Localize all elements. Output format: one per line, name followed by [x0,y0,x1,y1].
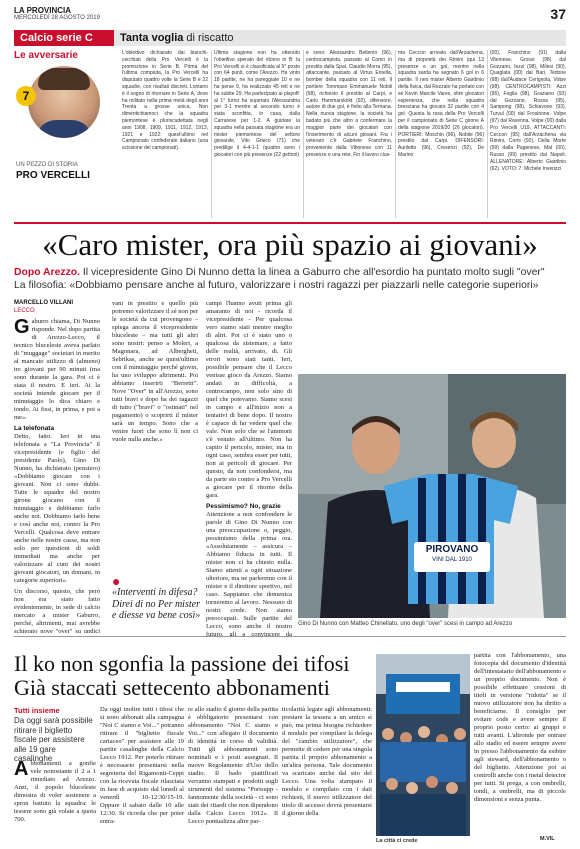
crowd-illustration [376,654,470,836]
second-headline-line-2: Già staccati settecento abbonamenti [14,675,330,700]
coach-portrait [28,66,100,138]
adversary-article [122,50,566,218]
issue-date: MERCOLEDÌ 28 AGOSTO 2019 [14,15,100,21]
pull-quote [112,575,202,655]
body-text: Detto, fatto. Ieri in una telefonata a "La Provincia" il vicepresidente (e figlio del presidente Paolo), Gino Di Nunno, ha dichiarato (pensiero) «Dobbiamo giocare con i giovani. Non ci sono dubbi. Tutte le squadre del nostro girone giocano con il minutaggio e dobbiamo farlo anche noi. Dobbiamo farlo bene e così anche noi, contro la Pro Vercelli. Qualcosa deve entrare anche nelle nostre casse, ma non solo per questioni di soldi immediati ma anche per valorizzare al cuni dei nostri giovani giocatori, un domani, in categorie superiori». [14,433,100,584]
body-text: bbonamenti a gonfie vele nonostante il 2 a 1 rimediato ad Arezzo. Anzi, il popolo bluceleste dimostra di voler sostenere a spron battuto la squadra: le tessere sono già volate a quota 700. [14,760,96,823]
body-column-2 [112,300,198,570]
dropcap: G [14,318,30,338]
section-topic-rest: di riscatto [183,32,234,44]
deck-line-2: La filosofia: «Dobbiamo pensare anche al futuro, valorizzare i nostri ragazzi per piazzarli nelle categorie superiori» [14,280,539,291]
author-sign: M.VIL [540,836,555,842]
crowd-photo [376,654,470,836]
section-label: Calcio serie C [14,30,114,46]
deck-text-1: Il vicepresidente Gino Di Nunno detta la linea a Gaburro che all'esordio ha puntato molto sugli "over" [80,267,545,278]
photo-caption: Gino Di Nunno con Matteo Chinellato, uno degli "over" scesi in campo ad Arezzo [298,621,513,627]
deck-line-1 [14,266,566,279]
page-number: 37 [550,6,566,22]
second-headline [14,652,374,700]
jersey-sponsor: PIROVANO [425,544,479,555]
newspaper-name: LA PROVINCIA [14,6,72,15]
portrait-hair [38,68,90,90]
adversary-box [14,50,118,210]
body-text: Da oggi inoltre tutti i tifosi che si sono abbonati alla campagna "Noi C siamo e Voi..." potranno ritirare il "biglietto fiscale cartaceo" per assistere alle 19 partite casalinghe della Calcio Lecco 1912. Per poterlo ritirare è necessario presentarsi nella segreteria del Rigamonti-Ceppi con la ricevuta fiscale rilasciata in fase di acquisto dal lunedì al venerdì 10-12:30/15-19. Oppure il sabato dalle 10 alle 12:30. Si ricorda che per poter entra- [100,706,184,825]
body-text: ticolarità legate agli abbonamenti: prestare la tessera a un amico sì può, ma prima bisogna richiedere il modulo per compilare la delega del "cambio utilizzatore", che permette di cedere per una singola partita il proprio abbonamento a un'altra persona. Tale documento va scaricato anche dal sito del Lecco. Una volta stampato il modulo e compilato con i dati richiesti, il nuovo utilizzatore del titolo di accesso dovrà presentarsi il giorno della [282,706,372,817]
body-text: re allo stadio il giorno della partita è obbligatorio presentarsi con abbonamento "Noi C siamo e Voi..." con allegato il documento di identità in corso di validità. Tutti gli abbonamenti sono nominali e i posti assegnati. Il nuovo Regolamento d'Uso dello stadio. Il bado piattificati verranno stampati e prodotti sugli strumenti del sistema "Portsupp - fannomente della società - ci sono stati dei ritardi che non dipendono dalla Calcio Lecco 1912». Il Lecco puntualizza altre par- [188,706,278,825]
deck-kicker: Dopo Arezzo. [14,267,80,278]
second-column-2 [100,706,184,844]
masthead [14,6,566,28]
dropcap: A [14,760,29,780]
column-rule [487,50,488,218]
byline-author: MARCELLO VILLANI [14,300,73,306]
adversary-subtitle: UN PEZZO DI STORIA [16,162,78,168]
jersey-tagline: VINI DAL 1910 [432,557,472,563]
pull-quote-text: «Interventi in difesa? Direi di no Per mister e diesse va bene così» [112,587,201,621]
red-divider [14,222,566,224]
second-column-4 [282,706,372,844]
second-kicker: Tutti insieme [14,706,60,715]
adversary-column-3: e sono: Alessandro Bellemo (96), centrocampista, passato al Como in prestito dalla Spal. Claudio Morra (95), attaccante, passato al Virtus Entella, bomber della squadra con 11 reti. Il portiere Tommaso Emmanuele Nobili (98), richiesto il prestito al Carpi, e Carlo Hammarsköld (92), difensore, autore di due gol, è finito alla Ternana. Nella nuova stagione, la società ha badato più che altro a confermare la maggior parte dei giocatori con l'inserimento di alcuni giovani. Fra i veterani c'è Gabriele Franchino, proveniente dalla Vibonese con 11 presenze e una rete. Fin il lavoro cius- [306,50,392,158]
section-topic [120,30,234,46]
crowd-caption: La città ci crede [376,838,418,844]
column-rule [395,50,396,218]
body-text: campi l'hanno avuti prima gli amaranto di noi - ricorda il vicepresidente - Per qualcosa vero siamo stati mentre meglio di altri. Poi ci è stato uno o qualcosa da sistemare, a fatto delle realtà, arrivato, di. Gli errori sono stati tanti. Ieri, possibile pensare che il Lecco venisse gioco da Arezzo. Siamo andati in difficoltà, a centrocampo, non solo sino di quel che potevamo. Siamo scesi in campo e all'inizio non a tentativi di bene dopo. Il nostro è capace di far vedere quel che vale. Non solo che se l'ammoni s'è venuto all'ultimo. Non ha capito il pericolo, mister, ma in ogni caso, sembra esser per tutti, non ai pericoli di giocare. Per questo, da non confondersi, ma da parte sto contro a Pro Vercelli a giocare per il ritorno della gara. [206,300,292,499]
byline-place: LECCO [14,308,35,314]
subhead: La telefonata [14,425,55,432]
body-text: vani in prestito e quello più potremo valorizzare il sé non per le società da cui provengono – spiega ancora il vicepresidente bluceleste – ma tutti gli altri sono nostri: penso a Moleri, a Magonara, ad Albergheti, Sebrikas, anche se quest'ultimo con il minutaggio perché giovin, ha uno sviluppo altrimenti. Poi abbiamo inserirti "Berretti". Nove "Over" in all'Arezzo, sono tutti bravi e dopo ha dei ragazzi di tutto ("bravi" o "ostinati" nel pagamento) o scoprirti il mister sarà un tempo. Sono che a venire fuori che sono lì non ci vuole nulla anche.» [112,300,198,443]
main-headline: «Caro mister, ora più spazio ai giovani» [42,227,538,262]
section-topic-bold: Tanta voglia [120,32,184,44]
adversary-title: Le avversarie [14,50,78,61]
second-deck: Da oggi sarà possibile ritirare il biglietto fiscale per assistere alle 19 gare casalinghe [14,716,93,763]
second-column-3 [188,706,278,844]
column-rule [303,50,304,218]
subhead: Pessimismo? No, grazie [206,503,281,510]
adversary-column-1: L'obiettivo dichiarato dai bianchi-cerchiati della Pro Vercelli è la promozione in Serie B. Prima del l'ultima compiuta, la Pro Vercelli ha disputato quattro volte la Serie B e 22 squadre, con risultati discreti. Lontano è il sogno di ritornare in Serie A, dove ha militato nella prima metà degli anni Trenta a grosse unica. Non dimentichiamoci che la squadra piemontese è pluriscudettata negli anni 1908, 1909, 1911, 1912, 1913, 1921 e 1922: quest'ultimo nel Campionato confederale italiano (una scissione dei campionati). [122,50,208,152]
portrait-shirt [36,120,92,138]
section-bar [14,30,566,46]
adversary-name: PRO VERCELLI [16,170,90,181]
adversary-column-2: Ultima stagione non ha ottenuto l'obiettivo sperato del ritorno in B: la Pro Vercelli si è classificata al 5° posto con 64 punti, come l'Arezzo. Ha vinto 18 partite, ne ha pareggiate 10 e ne ha perse 9, ha realizzato 45 reti e ne ha subite 29. Ha partecipato ai playoff: al 1° turno ha superato l'Alessandria per 3-1 mentre al secondo turno è stata sconfitta, in casa, dalla Carrarese per 1-2. A guidare la squadra nella passata stagione era un mister piemontese del settore giovanile, Vito Grieco (71) che predilige il 4-4-1-1 (quattro sono i giocatori con più presenze (22 gettoni) [214,50,300,158]
body-text: Un discorso, questo, che però non era stato fatto evidentemente, in sede di calcio mercato a mister Gaburro, perché, altrimenti, mai avrebbe schierato nove "over" su undici [14,588,100,635]
main-photo [298,374,566,618]
body-text: Attenzione a non confondere le parole di Gino Di Nunno con una preoccupazione o, peggio, pessimismo della prima ora. «Assolutamente – assicura – Abbiamo fiducia in tutti. Il mister non ci ha chiesto nulla. Siamo attenti a ogni situazione ulteriore, ma ne parleremo con il mister e il direttore sportivo, nel caso. Sappiamo che domenica torneremo al lavoro. Nessuno di nostri crede. Non siamo preoccupati. Sulle partite del Lecco, sono anche il nostro futuro, gli a convincere da [206,511,292,636]
body-column-3 [206,300,292,636]
column-rule [211,50,212,218]
second-headline-line-1: Il ko non sgonfia la passione dei tifosi [14,651,350,676]
body-column-1 [14,318,100,636]
second-column-5 [474,652,566,834]
quote-marker-icon: ● [112,573,121,589]
adversary-column-5: (00), Franchino (91) dalla Vibonese, Grossi (98) dal Gozzano, Iezzi (98), Milesi (90), Quaglata (00) dal Bari, Tedone (98) dall'Audace Cerignola, Volpe (98). CENTROCAMPISTI: Azzi (96), Foglia (98), Graziano (93) dal Gozzano, Rossa (95), Sampong (98), Schiavone (93), Turvul (00) dal Frosinone. Volpe (97) dal Ravenna, Volpe (00) dalla Pro Vercelli U19. ATTACCANTI: Ceccon (95) dall'Arzachena via Rimini, Comi (92), Della Morte (99) dalla Pagenese, Mal (00), Russo (99) prestito dal Napoli. ALLENATORE: Alberto Giardinio (62). VOTO: 7. Michele Inverizzi [490,50,566,172]
adversary-column-4: ma Ceccon arrivato dall'Arzachena, ma di proprietà dei Rimini (qui 13 presenze e un gol, mentre nella squadra sarda ha segnato 6 gol in 6 partite. Il neo mister Alberto Giardinio della fisica, dal Rezzato ha portato con sé Kevin Marcile Vares, oltre giocatori esperienza, che nella squadra bresciana ha giocato 32 partite con 4 gol. Questa la rosa della Pro Vercelli per il campionato di Serie C girone A della stagione 2019/20 (26 giocatori). PORTIERI: Moschin (96), Nobile (96) prestito dal Carpi. DIFENSORI: Auriletto (96), Cresenzi (92), De Marino [398,50,484,158]
second-column-1 [14,760,96,844]
body-text: aburro chiama, Di Nunno risponde. Nel dopo partita di Arezzo-Lecco, il tecnico bluceleste aveva parlato di "muggage" societari in merito al mancato utilizzo di (almeno) tre giovani per 90 minuti (ma sono durante la gara. Poi ci è stata il nostro. E ieri. Ai la società intende giocare per il minutaggio lo dica chiaro e tondo. Ai fissi, in prima, e poi a me». [14,318,100,421]
body-text: partita con l'abbonamento, una fotocopia del documento d'identità dell'intestatario dell'abbonamento e un proprio documento. Non è possibile effettuare cessioni di titoli in versione "ridotta" se il nuovo utilizzatore non ha diritto a beneficiarne. Il consiglio per evitare code e avere sempre il proprio posto certo: ai gruppi e tutti avanti. L'altronde per entrare allo stadio ed essere sempre avere in presso l'abbonamento da esibire agli steward, dell'abbonamento o del biglietto. Attenzione poi ai controlli anche con i metal detector per tutti. Si prega, a con ombrelli, tondi, a ombrelli, ma di piccole dimensioni e senza punta. [474,652,566,803]
photo-illustration [298,374,566,618]
rank-badge: 7 [16,86,36,106]
story-divider [14,636,566,637]
